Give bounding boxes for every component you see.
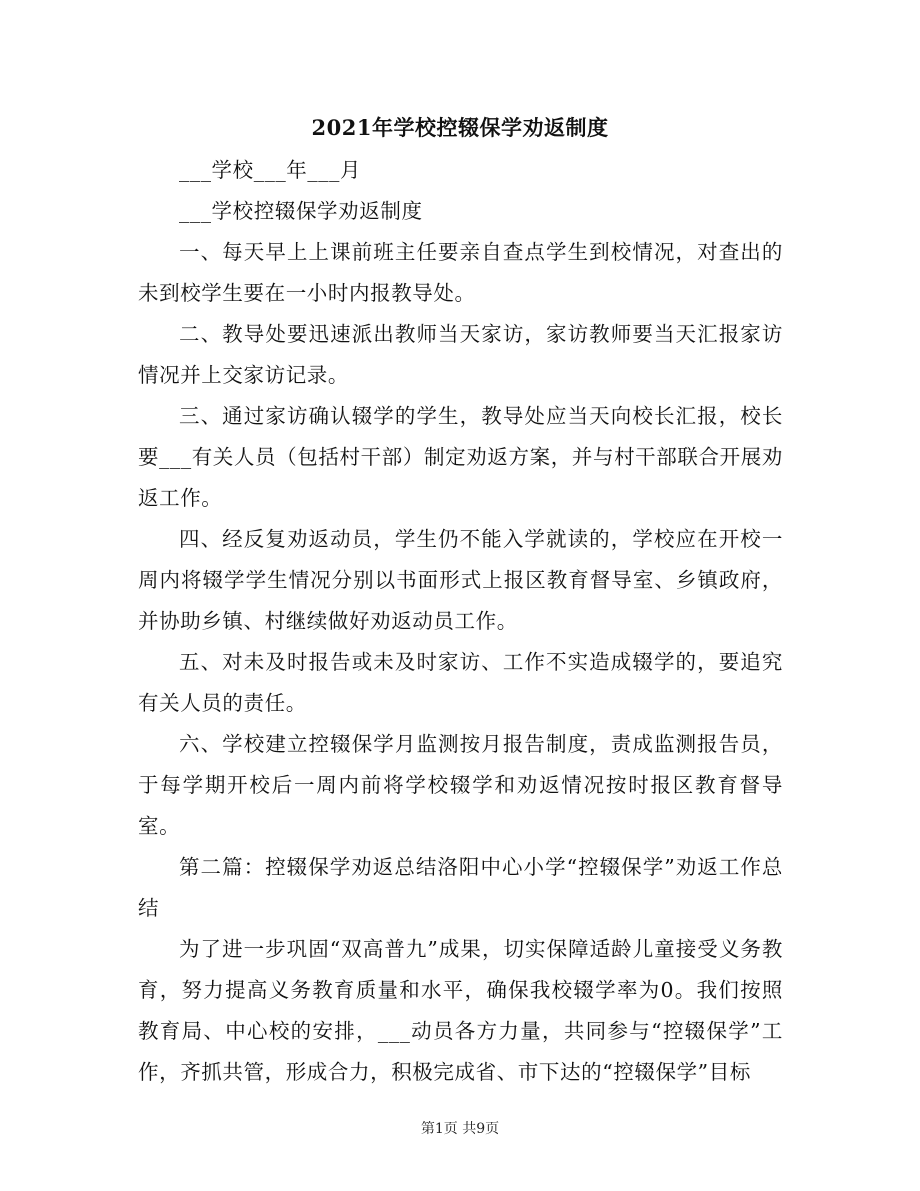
document-body [138, 150, 783, 1093]
paragraph-item-3: 三、通过家访确认辍学的学生，教导处应当天向校长汇报，校长要___有关人员（包括村干部）制定劝返方案，并与村干部联合开展劝返工作。 [138, 404, 783, 510]
paragraph-item-4: 四、经反复劝返动员，学生仍不能入学就读的，学校应在开校一周内将辍学学生情况分别以书面形式上报区教育督导室、乡镇政府，并协助乡镇、村继续做好劝返动员工作。 [138, 527, 783, 633]
paragraph-subtitle: ___学校控辍保学劝返制度 [179, 199, 423, 223]
paragraph-item-6: 六、学校建立控辍保学月监测按月报告制度，责成监测报告员，于每学期开校后一周内前将学校辍学和劝返情况按时报区教育督导室。 [138, 732, 783, 838]
paragraph-summary-intro: 为了进一步巩固“双高普九”成果，切实保障适龄儿童接受义务教育，努力提高义务教育质量和水平，确保我校辍学率为0。我们按照教育局、中心校的安排，___动员各方力量，共同参与“控辍保学”工作，齐抓共管，形成合力，积极完成省、市下达的“控辍保学”目标 [138, 937, 783, 1084]
paragraph-item-5: 五、对未及时报告或未及时家访、工作不实造成辍学的，要追究有关人员的责任。 [138, 650, 783, 715]
paragraph-school-date: ___学校___年___月 [179, 158, 362, 182]
paragraph-item-1: 一、每天早上上课前班主任要亲自查点学生到校情况，对查出的未到校学生要在一小时内报教导处。 [138, 240, 783, 305]
page-number-footer: 第1页 共9页 [420, 1121, 500, 1137]
paragraph-item-2: 二、教导处要迅速派出教师当天家访，家访教师要当天汇报家访情况并上交家访记录。 [138, 322, 783, 387]
document-title: 2021年学校控辍保学劝返制度 [311, 115, 609, 140]
paragraph-section-two-heading: 第二篇：控辍保学劝返总结洛阳中心小学“控辍保学”劝返工作总结 [138, 855, 783, 920]
